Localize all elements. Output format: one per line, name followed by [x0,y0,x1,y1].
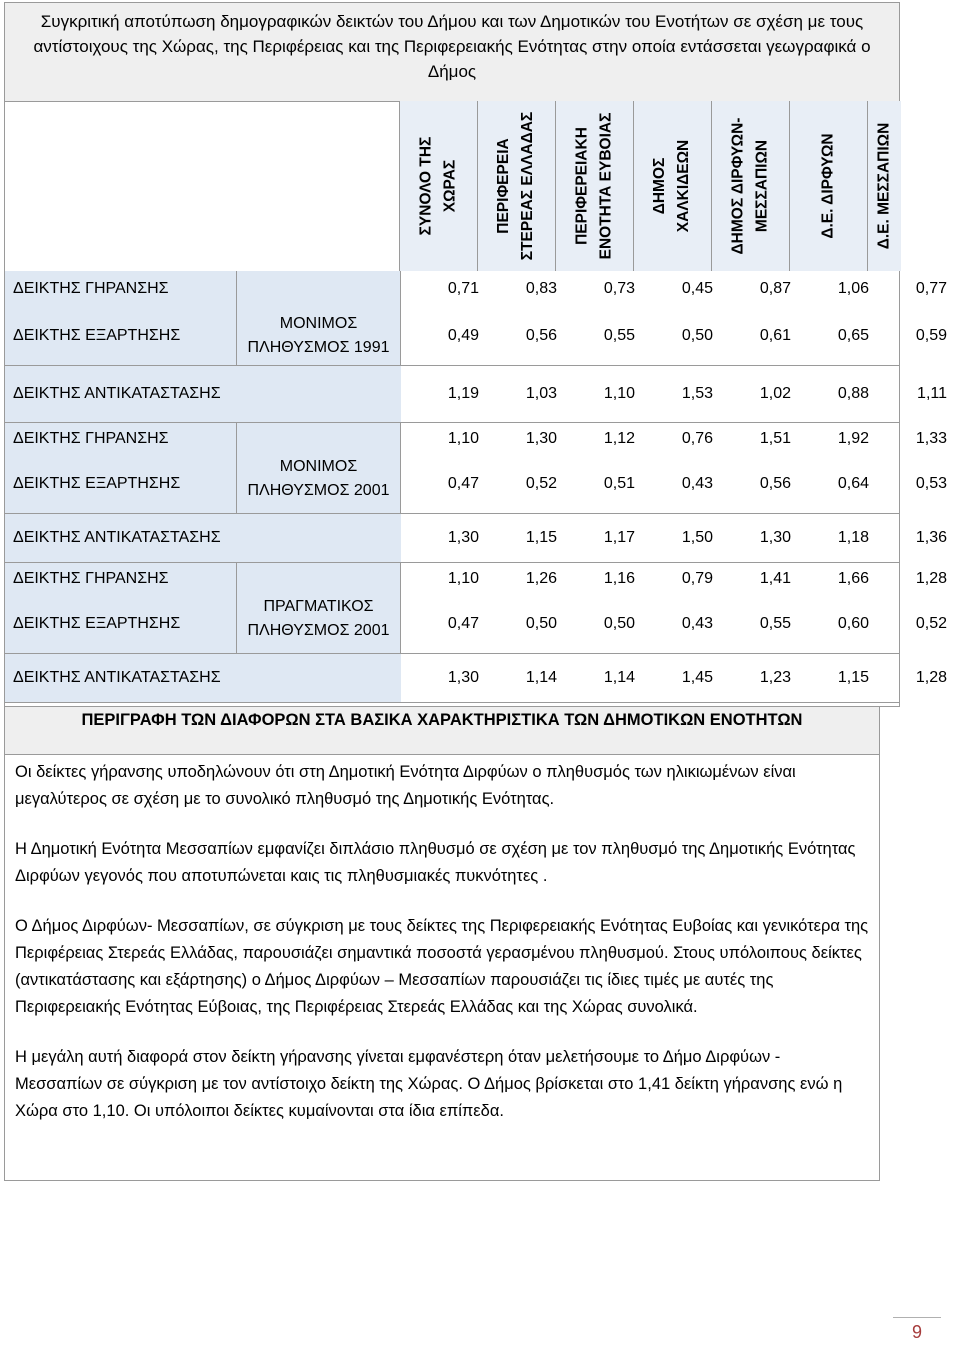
table-row [5,457,947,513]
table-cell: 0,52 [525,475,557,492]
table-cell: 0,47 [447,475,479,492]
table-cell: 1,30 [759,529,791,546]
table-cell: 1,28 [915,669,947,686]
table-cell: 1,15 [837,669,869,686]
table-cell: 1,92 [837,430,869,447]
table-cell: 1,51 [759,430,791,447]
table-row [5,513,947,563]
table-cell: 0,65 [837,327,869,344]
table-cell: 1,15 [525,529,557,546]
table-cell: 1,02 [759,385,791,402]
table-title: Συγκριτική αποτύπωση δημογραφικών δεικτών του Δήμου και των Δημοτικών του Ενοτήτων σε σχέση με τους αντίστοιχους της Χώρας, της Περιφέρειας και της Περιφερειακής Ενότητας στην οποία εντάσσεται γεωγραφικά ο Δήμος [4,2,900,102]
table-cell: 1,03 [525,385,557,402]
row-label: ΔΕΙΚΤΗΣ ΕΞΑΡΤΗΣΗΣ [13,475,181,492]
table-cell: 0,53 [915,475,947,492]
table-cell: 1,53 [681,385,713,402]
column-header-label: ΠΕΡΙΦΕΡΕΙΑΚΗ ΕΝΟΤΗΤΑ ΕΥΒΟΙΑΣ [573,112,615,260]
table-row [5,271,947,309]
table-cell: 0,88 [837,385,869,402]
column-header-label: ΠΕΡΙΦΕΡΕΙΑ ΣΤΕΡΕΑΣ ΕΛΛΑΔΑΣ [495,111,537,261]
column-header-label: Δ.Ε. ΜΕΣΣΑΠΙΩΝ [875,122,893,250]
table-cell: 1,14 [525,669,557,686]
table-cell: 1,41 [759,570,791,587]
table-cell: 1,10 [447,430,479,447]
column-header-row [4,101,900,271]
table-cell: 1,30 [447,529,479,546]
table-cell: 0,47 [447,615,479,632]
table-cell: 1,18 [837,529,869,546]
table-cell: 1,06 [837,280,869,297]
description-paragraph: Οι δείκτες γήρανσης υποδηλώνουν ότι στη Δημοτική Ενότητα Διρφύων ο πληθυσμός των ηλικιωμένων είναι μεγαλύτερος σε σχέση με το συνολικό πληθυσμό της Δημοτικής Ενότητας. [15,763,796,808]
table-cell: 1,19 [447,385,479,402]
column-header-label: ΔΗΜΟΣ ΧΑΛΚΙΔΕΩΝ [651,139,693,233]
column-header [555,101,633,271]
table-cell: 0,52 [915,615,947,632]
table-cell: 0,71 [447,280,479,297]
table-row [5,423,947,457]
column-header-label: ΔΗΜΟΣ ΔΙΡΦΥΩΝ- ΜΕΣΣΑΠΙΩΝ [729,117,771,255]
population-type-label [237,563,401,653]
table-cell: 0,73 [603,280,635,297]
table-cell: 0,56 [525,327,557,344]
row-label: ΔΕΙΚΤΗΣ ΓΗΡΑΝΣΗΣ [13,280,169,297]
table-cell: 1,23 [759,669,791,686]
table-cell: 0,59 [915,327,947,344]
column-header [789,101,867,271]
row-label: ΔΕΙΚΤΗΣ ΕΞΑΡΤΗΣΗΣ [13,327,181,344]
table-cell: 1,28 [915,570,947,587]
table-cell: 1,30 [525,430,557,447]
table-cell: 1,11 [917,385,947,402]
column-header [633,101,711,271]
table-cell: 0,79 [681,570,713,587]
table-cell: 1,30 [447,669,479,686]
table-row [5,309,947,365]
table-cell: 0,55 [603,327,635,344]
table-cell: 0,83 [525,280,557,297]
table-cell: 0,50 [681,327,713,344]
table-cell: 1,26 [525,570,557,587]
table-cell: 0,64 [837,475,869,492]
row-label: ΔΕΙΚΤΗΣ ΓΗΡΑΝΣΗΣ [13,570,169,587]
table-cell: 1,14 [603,669,635,686]
column-header-label: Δ.Ε. ΔΙΡΦΥΩΝ [819,133,837,239]
population-type-label [237,271,401,365]
description-paragraph: Η Δημοτική Ενότητα Μεσσαπίων εμφανίζει διπλάσιο πληθυσμό σε σχέση με τον πληθυσμό της Δημοτικής Ενότητας Διρφύων γεγονός που αποτυπώνεται καις τις πληθυσμιακές πυκνότητες . [15,840,856,885]
table-row [5,653,947,703]
table-cell: 1,17 [603,529,635,546]
table-cell: 1,36 [915,529,947,546]
population-type-text: ΜΟΝΙΜΟΣ ΠΛΗΘΥΣΜΟΣ 2001 [247,458,390,499]
table-cell: 1,10 [447,570,479,587]
page-number: 9 [912,1322,923,1342]
table-cell: 1,10 [603,385,635,402]
column-header-label: ΣΥΝΟΛΟ ΤΗΣ ΧΩΡΑΣ [417,136,459,236]
row-label: ΔΕΙΚΤΗΣ ΓΗΡΑΝΣΗΣ [13,430,169,447]
table-cell: 0,43 [681,615,713,632]
table-cell: 1,12 [603,430,635,447]
description-heading: ΠΕΡΙΓΡΑΦΗ ΤΩΝ ΔΙΑΦΟΡΩΝ ΣΤΑ ΒΑΣΙΚΑ ΧΑΡΑΚΤΗΡΙΣΤΙΚΑ ΤΩΝ ΔΗΜΟΤΙΚΩΝ ΕΝΟΤΗΤΩΝ [4,707,880,755]
table-cell: 1,66 [837,570,869,587]
table-cell: 0,61 [759,327,791,344]
table-cell: 1,33 [915,430,947,447]
table-cell: 0,76 [681,430,713,447]
row-label: ΔΕΙΚΤΗΣ ΕΞΑΡΤΗΣΗΣ [13,615,181,632]
table-cell: 0,56 [759,475,791,492]
column-header [867,101,901,271]
row-label: ΔΕΙΚΤΗΣ ΑΝΤΙΚΑΤΑΣΤΑΣΗΣ [13,529,221,546]
table-cell: 0,51 [603,475,635,492]
page-number-rule [893,1317,941,1318]
table-cell: 1,45 [681,669,713,686]
table-row [5,563,947,597]
table-cell: 0,60 [837,615,869,632]
table-cell: 0,45 [681,280,713,297]
column-header [477,101,555,271]
population-type-label [237,423,401,513]
row-label: ΔΕΙΚΤΗΣ ΑΝΤΙΚΑΤΑΣΤΑΣΗΣ [13,669,221,686]
description-paragraph: Η μεγάλη αυτή διαφορά στον δείκτη γήρανσης γίνεται εμφανέστερη όταν μελετήσουμε το Δήμο Διρφύων - Μεσσαπίων σε σύγκριση με τον αντίστοιχο δείκτη της Χώρας. Ο Δήμος βρίσκεται στο 1,41 δείκτη γήρανσης ενώ η Χώρα στο 1,10. Οι υπόλοιποι δείκτες κυμαίνονται στα ίδια επίπεδα. [15,1048,843,1120]
table-row [5,365,947,423]
table-cell: 0,43 [681,475,713,492]
table-cell: 0,50 [603,615,635,632]
table-cell: 0,49 [447,327,479,344]
table-cell: 0,55 [759,615,791,632]
data-table [4,271,947,707]
table-cell: 0,87 [759,280,791,297]
table-cell: 1,50 [681,529,713,546]
description-body [4,754,880,1181]
row-label: ΔΕΙΚΤΗΣ ΑΝΤΙΚΑΤΑΣΤΑΣΗΣ [13,385,221,402]
table-row [5,597,947,653]
table-cell: 0,50 [525,615,557,632]
population-type-text: ΜΟΝΙΜΟΣ ΠΛΗΘΥΣΜΟΣ 1991 [247,315,390,356]
column-header [711,101,789,271]
description-paragraph: Ο Δήμος Διρφύων- Μεσσαπίων, σε σύγκριση με τους δείκτες της Περιφερειακής Ενότητας Ευβοίας και γενικότερα της Περιφέρειας Στερεάς Ελλάδας, παρουσιάζει σημαντικά ποσοστά γερασμένου πληθυσμού. Στους υπόλοιπους δείκτες (αντικατάστασης και εξάρτησης) ο Δήμος Διρφύων – Μεσσαπίων παρουσιάζει τις ίδιες τιμές με αυτές της Περιφερειακής Ενότητας Εύβοιας, της Περιφέρειας Στερεάς Ελλάδας και της Χώρας συνολικά. [15,917,869,1016]
population-type-text: ΠΡΑΓΜΑΤΙΚΟΣ ΠΛΗΘΥΣΜΟΣ 2001 [247,598,390,639]
table-cell: 1,16 [603,570,635,587]
column-header [399,101,477,271]
table-cell: 0,77 [915,280,947,297]
